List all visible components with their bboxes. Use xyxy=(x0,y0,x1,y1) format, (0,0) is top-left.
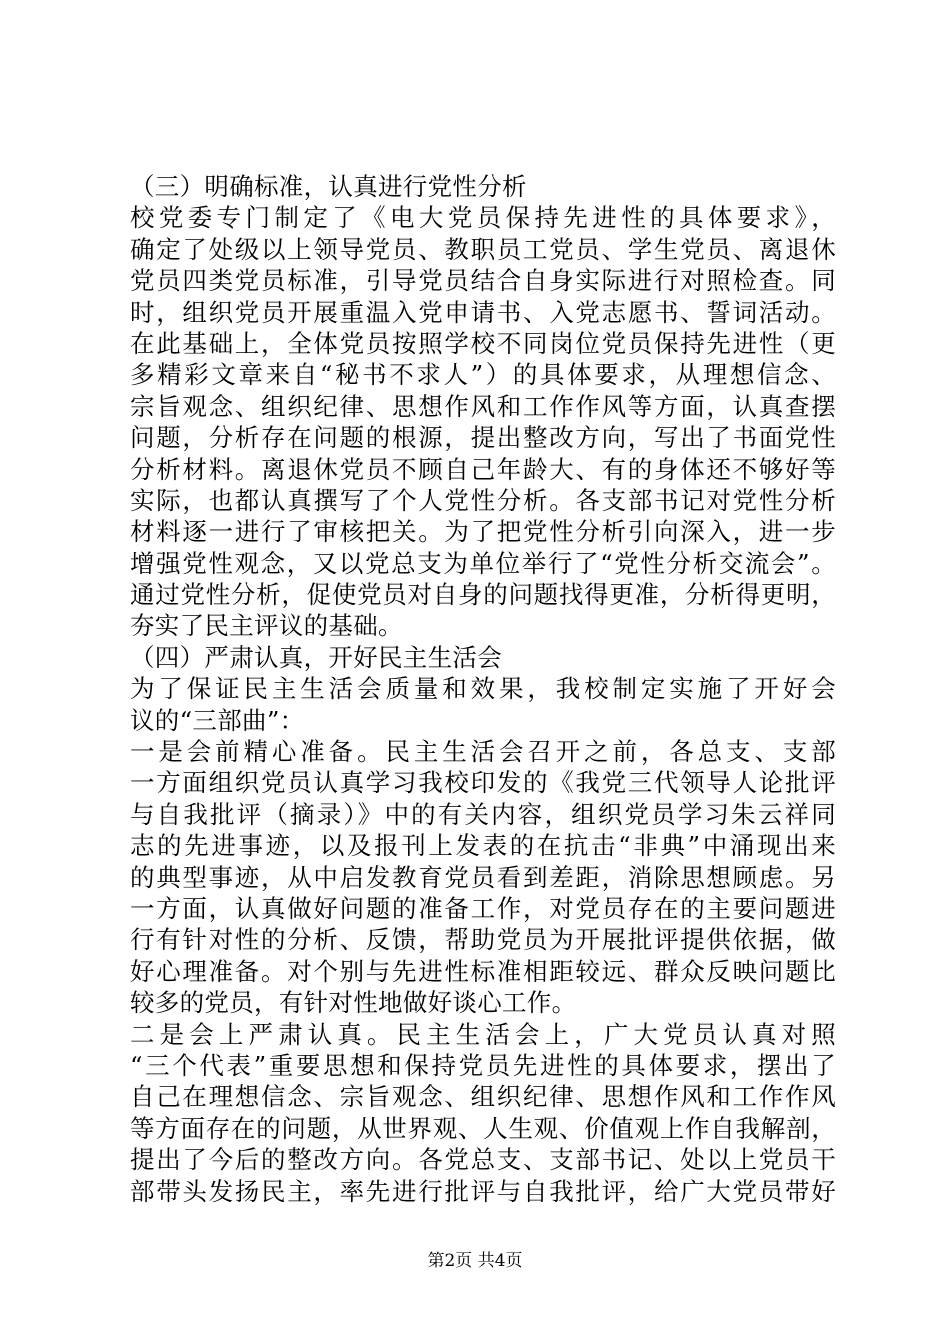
text-line: 为了保证民主生活会质量和效果，我校制定实施了开好会 xyxy=(130,674,836,704)
text-line: 部带头发扬民主，率先进行批评与自我批评，给广大党员带好 xyxy=(130,1176,836,1206)
page-footer: 第2页 共4页 xyxy=(427,1251,523,1271)
text-line: 的典型事迹，从中启发教育党员看到差距，消除思想顾虑。另 xyxy=(130,862,836,892)
text-line: 问题，分析存在问题的根源，提出整改方向，写出了书面党性 xyxy=(130,423,836,453)
text-line: 议的“三部曲”： xyxy=(130,705,305,735)
text-line: （三）明确标准，认真进行党性分析 xyxy=(130,172,527,201)
text-line: 一方面组织党员认真学习我校印发的《我党三代领导人论批评 xyxy=(130,768,836,798)
text-line: 与自我批评（摘录）》中的有关内容，组织党员学习朱云祥同 xyxy=(130,799,836,829)
text-line: 党员四类党员标准，引导党员结合自身实际进行对照检查。同 xyxy=(130,266,836,296)
text-line: （四）严肃认真，开好民主生活会 xyxy=(130,642,502,672)
text-line: 宗旨观念、组织纪律、思想作风和工作作风等方面，认真查摆 xyxy=(130,391,836,421)
text-line: 二是会上严肃认真。民主生活会上，广大党员认真对照 xyxy=(130,1019,836,1049)
text-line: 校党委专门制定了《电大党员保持先进性的具体要求》， xyxy=(130,203,836,233)
text-line: 志的先进事迹，以及报刊上发表的在抗击“非典”中涌现出来 xyxy=(130,831,836,861)
text-line: 自己在理想信念、宗旨观念、组织纪律、思想作风和工作作风 xyxy=(130,1082,836,1112)
text-line: “三个代表”重要思想和保持党员先进性的具体要求，摆出了 xyxy=(130,1050,836,1080)
text-line: 好心理准备。对个别与先进性标准相距较远、群众反映问题比 xyxy=(130,956,836,986)
text-line: 提出了今后的整改方向。各党总支、支部书记、处以上党员干 xyxy=(130,1145,836,1175)
text-line: 时，组织党员开展重温入党申请书、入党志愿书、誓词活动。 xyxy=(130,297,836,327)
text-line: 较多的党员，有针对性地做好谈心工作。 xyxy=(130,988,577,1018)
text-line: 一方面，认真做好问题的准备工作，对党员存在的主要问题进 xyxy=(130,893,836,923)
text-line: 夯实了民主评议的基础。 xyxy=(130,611,403,641)
text-line: 实际，也都认真撰写了个人党性分析。各支部书记对党性分析 xyxy=(130,485,836,515)
text-line: 一是会前精心准备。民主生活会召开之前，各总支、支部 xyxy=(130,737,836,767)
text-line: 分析材料。离退休党员不顾自己年龄大、有的身体还不够好等 xyxy=(130,454,836,484)
text-line: 等方面存在的问题，从世界观、人生观、价值观上作自我解剖， xyxy=(130,1113,836,1143)
text-line: 通过党性分析，促使党员对自身的问题找得更准，分析得更明， xyxy=(130,580,836,610)
text-line: 多精彩文章来自“秘书不求人”）的具体要求，从理想信念、 xyxy=(130,360,836,390)
text-line: 材料逐一进行了审核把关。为了把党性分析引向深入，进一步 xyxy=(130,517,836,547)
text-line: 确定了处级以上领导党员、教职员工党员、学生党员、离退休 xyxy=(130,234,836,264)
text-line: 行有针对性的分析、反馈，帮助党员为开展批评提供依据，做 xyxy=(130,925,836,955)
text-line: 在此基础上，全体党员按照学校不同岗位党员保持先进性（更 xyxy=(130,328,836,358)
text-line: 增强党性观念，又以党总支为单位举行了“党性分析交流会”。 xyxy=(130,548,836,578)
document-body xyxy=(130,171,836,1207)
